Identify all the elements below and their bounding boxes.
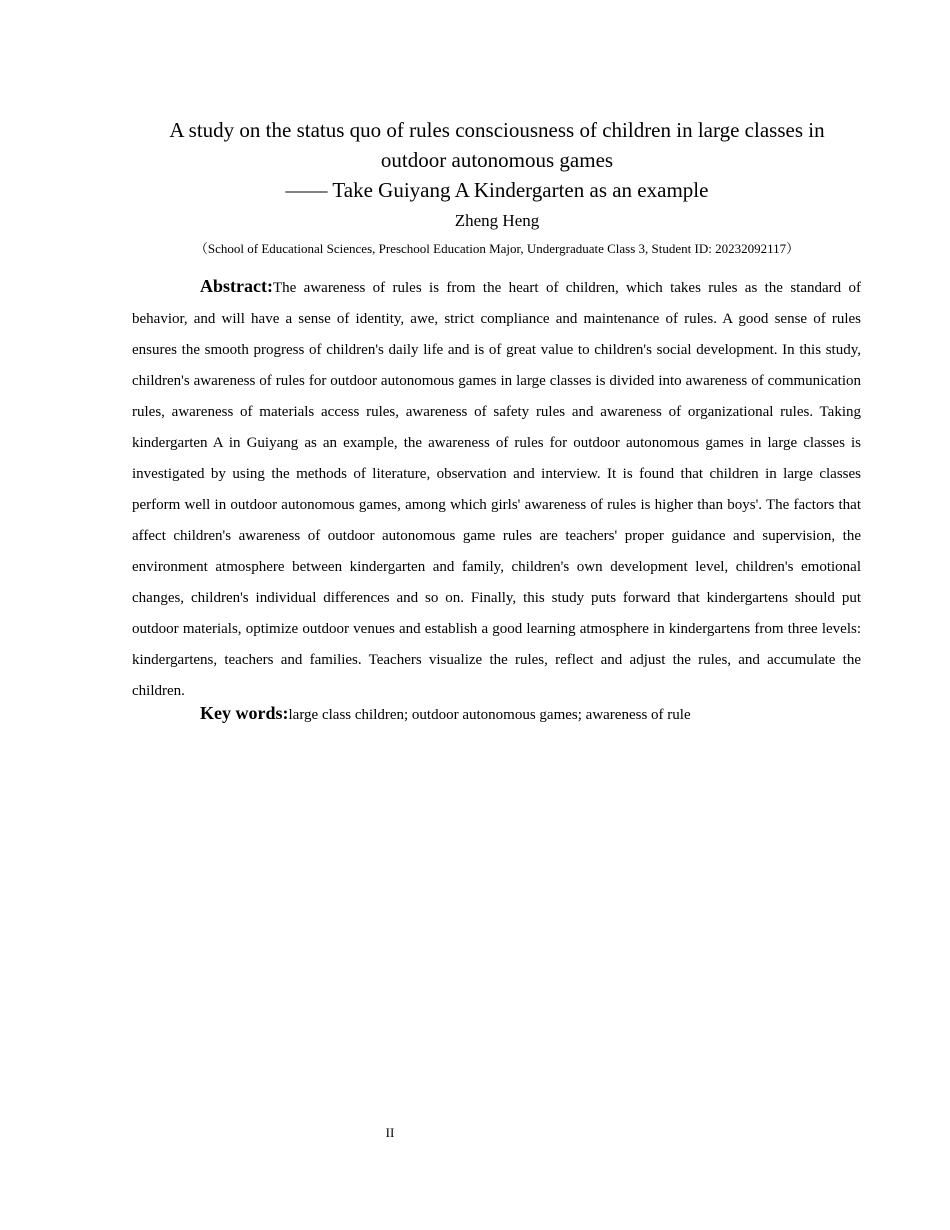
subtitle: —— Take Guiyang A Kindergarten as an example xyxy=(285,178,709,202)
keywords-label: Key words: xyxy=(200,703,289,723)
abstract-paragraph xyxy=(132,271,861,707)
title-block xyxy=(132,115,862,259)
abstract-label: Abstract: xyxy=(200,276,273,296)
author-affiliation: （School of Educational Sciences, Preschool Education Major, Undergraduate Class 3, Student ID: 20232092117） xyxy=(194,241,800,256)
author-name: Zheng Heng xyxy=(454,211,540,230)
title-line-1: A study on the status quo of rules consciousness of children in large classes in xyxy=(169,118,825,142)
abstract-text: The awareness of rules is from the heart of children, which takes rules as the standard of behavior, and will have a sense of identity, awe, strict compliance and maintenance of rules. A good sense of rules ensures the smooth progress of children's daily life and is of great value to children's social development. In this study, children's awareness of rules for outdoor autonomous games in large classes is divided into awareness of communication rules, awareness of materials access rules, awareness of safety rules and awareness of organizational rules. Taking kindergarten A in Guiyang as an example, the awareness of rules for outdoor autonomous games in large classes is investigated by using the methods of literature, observation and interview. It is found that children in large classes perform well in outdoor autonomous games, among which girls' awareness of rules is higher than boys'. The factors that affect children's awareness of outdoor autonomous game rules are teachers' proper guidance and supervision, the environment atmosphere between kindergarten and family, children's own development level, children's emotional changes, children's individual differences and so on. Finally, this study puts forward that kindergartens should put outdoor materials, optimize outdoor venues and establish a good learning atmosphere in kindergartens from three levels: kindergartens, teachers and families. Teachers visualize the rules, reflect and adjust the rules, and accumulate the children. xyxy=(132,280,861,699)
page-number: II xyxy=(385,1125,395,1140)
title-line-2: outdoor autonomous games xyxy=(380,148,614,172)
keywords-paragraph xyxy=(132,700,861,728)
keywords-text: large class children; outdoor autonomous games; awareness of rule xyxy=(288,707,691,723)
